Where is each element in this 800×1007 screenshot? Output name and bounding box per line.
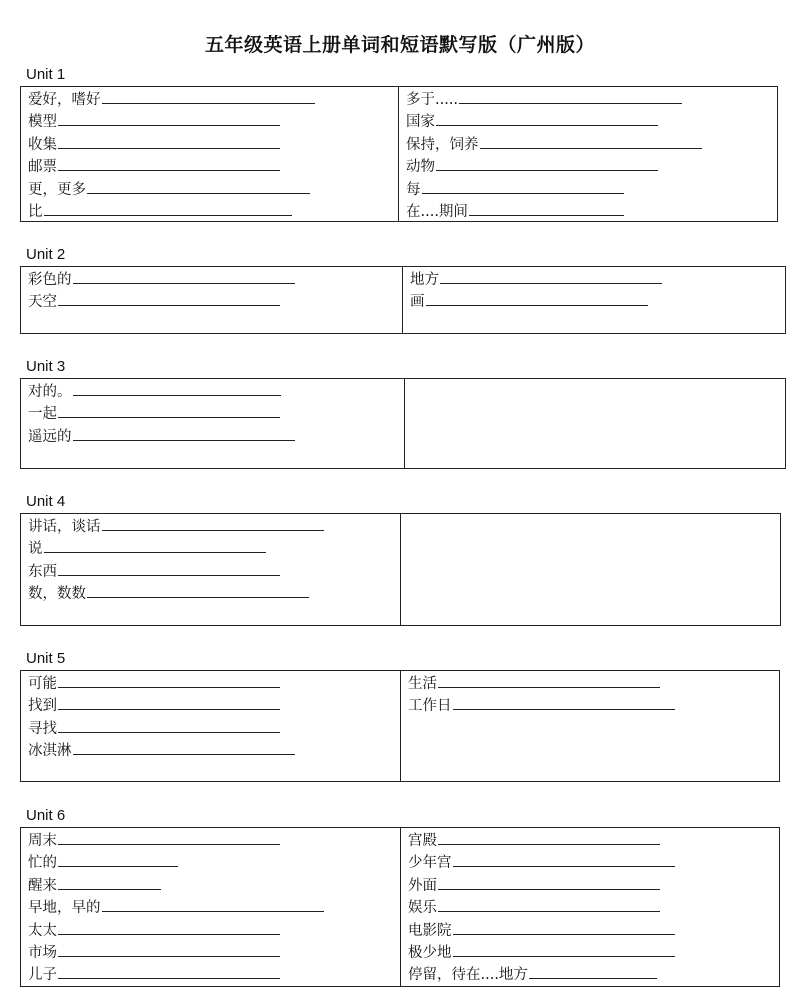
vocab-prompt: 对的。: [28, 384, 72, 400]
answer-blank[interactable]: [102, 896, 324, 912]
left-column: [28, 268, 295, 313]
vocab-prompt: 停留，待在....地方: [408, 967, 528, 984]
vocab-prompt: 寻找: [28, 720, 57, 737]
right-column: [408, 672, 675, 717]
vocab-item: [28, 963, 324, 985]
answer-blank[interactable]: [58, 851, 178, 867]
vocab-item: [408, 941, 675, 963]
vocab-item: [28, 896, 324, 918]
answer-blank[interactable]: [73, 268, 295, 284]
vocab-prompt: 保持，饲养: [406, 136, 479, 153]
answer-blank[interactable]: [58, 133, 280, 149]
vocab-item: [28, 380, 295, 402]
answer-blank[interactable]: [438, 829, 660, 845]
unit-label: Unit 3: [26, 358, 66, 375]
vocab-item: [408, 919, 675, 941]
answer-blank[interactable]: [438, 672, 660, 688]
vocab-item: [28, 829, 324, 851]
answer-blank[interactable]: [436, 155, 658, 171]
vocab-prompt: 讲话，谈话: [28, 519, 101, 535]
unit-label: Unit 4: [26, 493, 66, 510]
answer-blank[interactable]: [422, 178, 624, 194]
vocab-item: [408, 851, 675, 873]
vocab-prompt: 彩色的: [28, 272, 72, 288]
vocab-item: [28, 268, 295, 290]
answer-blank[interactable]: [87, 582, 309, 598]
vocab-item: [28, 672, 295, 694]
vocab-prompt: 地方: [410, 272, 439, 288]
vocab-prompt: 多于.....: [406, 92, 459, 108]
unit-4-box: [20, 513, 781, 626]
answer-blank[interactable]: [102, 88, 315, 104]
vocab-prompt: 一起: [28, 406, 57, 423]
vocab-prompt: 数，数数: [28, 586, 86, 603]
vocab-item: [28, 200, 315, 222]
answer-blank[interactable]: [453, 694, 675, 710]
answer-blank[interactable]: [459, 88, 682, 104]
right-column: [406, 88, 702, 222]
vocab-prompt: 说: [28, 541, 43, 558]
vocab-prompt: 醒来: [28, 877, 57, 894]
answer-blank[interactable]: [58, 402, 280, 418]
vocab-prompt: 工作日: [408, 698, 452, 715]
vocab-item: [406, 200, 702, 222]
answer-blank[interactable]: [436, 110, 658, 126]
column-divider: [400, 828, 401, 986]
column-divider: [400, 514, 401, 625]
vocab-prompt: 在....期间: [406, 203, 468, 220]
vocab-item: [28, 874, 324, 896]
vocab-prompt: 生活: [408, 676, 437, 692]
vocab-prompt: 极少地: [408, 944, 452, 961]
answer-blank[interactable]: [58, 829, 280, 845]
vocab-prompt: 更，更多: [28, 181, 86, 198]
vocab-item: [408, 829, 675, 851]
answer-blank[interactable]: [438, 896, 660, 912]
unit-1-box: [20, 86, 778, 222]
vocab-prompt: 爱好，嗜好: [28, 92, 101, 108]
vocab-item: [406, 88, 702, 110]
vocab-prompt: 比: [28, 203, 43, 220]
vocab-item: [28, 110, 315, 132]
unit-label: Unit 2: [26, 246, 66, 263]
vocab-item: [28, 851, 324, 873]
vocab-item: [410, 268, 662, 290]
vocab-item: [28, 560, 324, 582]
vocab-item: [28, 133, 315, 155]
vocab-item: [28, 919, 324, 941]
answer-blank[interactable]: [102, 515, 324, 531]
unit-label: Unit 5: [26, 650, 66, 667]
answer-blank[interactable]: [440, 268, 662, 284]
answer-blank[interactable]: [58, 110, 280, 126]
vocab-item: [406, 133, 702, 155]
vocab-prompt: 宫殿: [408, 833, 437, 849]
vocab-prompt: 儿子: [28, 967, 57, 984]
vocab-item: [28, 155, 315, 177]
vocab-item: [28, 739, 295, 761]
vocab-item: [408, 874, 675, 896]
answer-blank[interactable]: [58, 717, 280, 733]
vocab-item: [28, 941, 324, 963]
vocab-prompt: 找到: [28, 698, 57, 715]
left-column: [28, 672, 295, 762]
left-column: [28, 88, 315, 222]
answer-blank[interactable]: [58, 694, 280, 710]
vocab-prompt: 娱乐: [408, 900, 437, 917]
vocab-prompt: 每: [406, 181, 421, 198]
vocab-prompt: 外面: [408, 877, 437, 894]
answer-blank[interactable]: [453, 941, 675, 957]
vocab-prompt: 收集: [28, 136, 57, 153]
vocab-item: [28, 88, 315, 110]
vocab-prompt: 周末: [28, 833, 57, 849]
vocab-item: [408, 963, 675, 985]
answer-blank[interactable]: [58, 155, 280, 171]
vocab-prompt: 冰淇淋: [28, 743, 72, 760]
vocab-item: [28, 425, 295, 447]
column-divider: [402, 267, 403, 333]
unit-2-box: [20, 266, 786, 334]
answer-blank[interactable]: [58, 919, 280, 935]
vocab-prompt: 电影院: [408, 922, 452, 939]
answer-blank[interactable]: [58, 963, 280, 979]
column-divider: [404, 379, 405, 468]
answer-blank[interactable]: [438, 874, 660, 890]
vocab-item: [408, 694, 675, 716]
vocab-prompt: 邮票: [28, 159, 57, 176]
vocab-item: [28, 694, 295, 716]
vocab-prompt: 忙的: [28, 855, 57, 872]
answer-blank[interactable]: [426, 290, 648, 306]
answer-blank[interactable]: [480, 133, 702, 149]
vocab-item: [28, 717, 295, 739]
vocab-prompt: 太太: [28, 922, 57, 939]
answer-blank[interactable]: [469, 200, 624, 216]
vocab-prompt: 动物: [406, 159, 435, 176]
column-divider: [400, 671, 401, 781]
answer-blank[interactable]: [58, 874, 161, 890]
unit-3-box: [20, 378, 786, 469]
vocab-prompt: 天空: [28, 294, 57, 311]
column-divider: [398, 87, 399, 221]
answer-blank[interactable]: [44, 537, 266, 553]
unit-label: Unit 6: [26, 807, 66, 824]
unit-label: Unit 1: [26, 66, 66, 83]
vocab-item: [28, 515, 324, 537]
vocab-item: [406, 155, 702, 177]
vocab-prompt: 东西: [28, 563, 57, 580]
left-column: [28, 380, 295, 447]
page-title: 五年级英语上册单词和短语默写版（广州版）: [204, 34, 595, 56]
vocab-item: [28, 290, 295, 312]
unit-6-box: [20, 827, 780, 987]
answer-blank[interactable]: [58, 290, 280, 306]
answer-blank[interactable]: [73, 739, 295, 755]
right-column: [408, 829, 675, 986]
vocab-prompt: 国家: [406, 114, 435, 131]
vocab-item: [406, 178, 702, 200]
vocab-prompt: 遥远的: [28, 428, 72, 445]
answer-blank[interactable]: [58, 560, 280, 576]
answer-blank[interactable]: [73, 425, 295, 441]
left-column: [28, 515, 324, 605]
answer-blank[interactable]: [58, 941, 280, 957]
vocab-item: [28, 402, 295, 424]
answer-blank[interactable]: [453, 919, 675, 935]
answer-blank[interactable]: [87, 178, 310, 194]
answer-blank[interactable]: [453, 851, 675, 867]
vocab-item: [410, 290, 662, 312]
vocab-prompt: 画: [410, 294, 425, 311]
vocab-item: [28, 582, 324, 604]
vocab-item: [406, 110, 702, 132]
answer-blank[interactable]: [44, 200, 292, 216]
vocab-prompt: 模型: [28, 114, 57, 131]
vocab-prompt: 市场: [28, 944, 57, 961]
vocab-item: [408, 672, 675, 694]
vocab-item: [28, 178, 315, 200]
answer-blank[interactable]: [73, 380, 281, 396]
vocab-prompt: 早地，早的: [28, 900, 101, 917]
vocab-prompt: 少年宫: [408, 855, 452, 872]
answer-blank[interactable]: [58, 672, 280, 688]
answer-blank[interactable]: [529, 963, 657, 979]
left-column: [28, 829, 324, 986]
unit-5-box: [20, 670, 780, 782]
right-column: [410, 268, 662, 313]
vocab-item: [28, 537, 324, 559]
vocab-prompt: 可能: [28, 676, 57, 692]
vocab-item: [408, 896, 675, 918]
